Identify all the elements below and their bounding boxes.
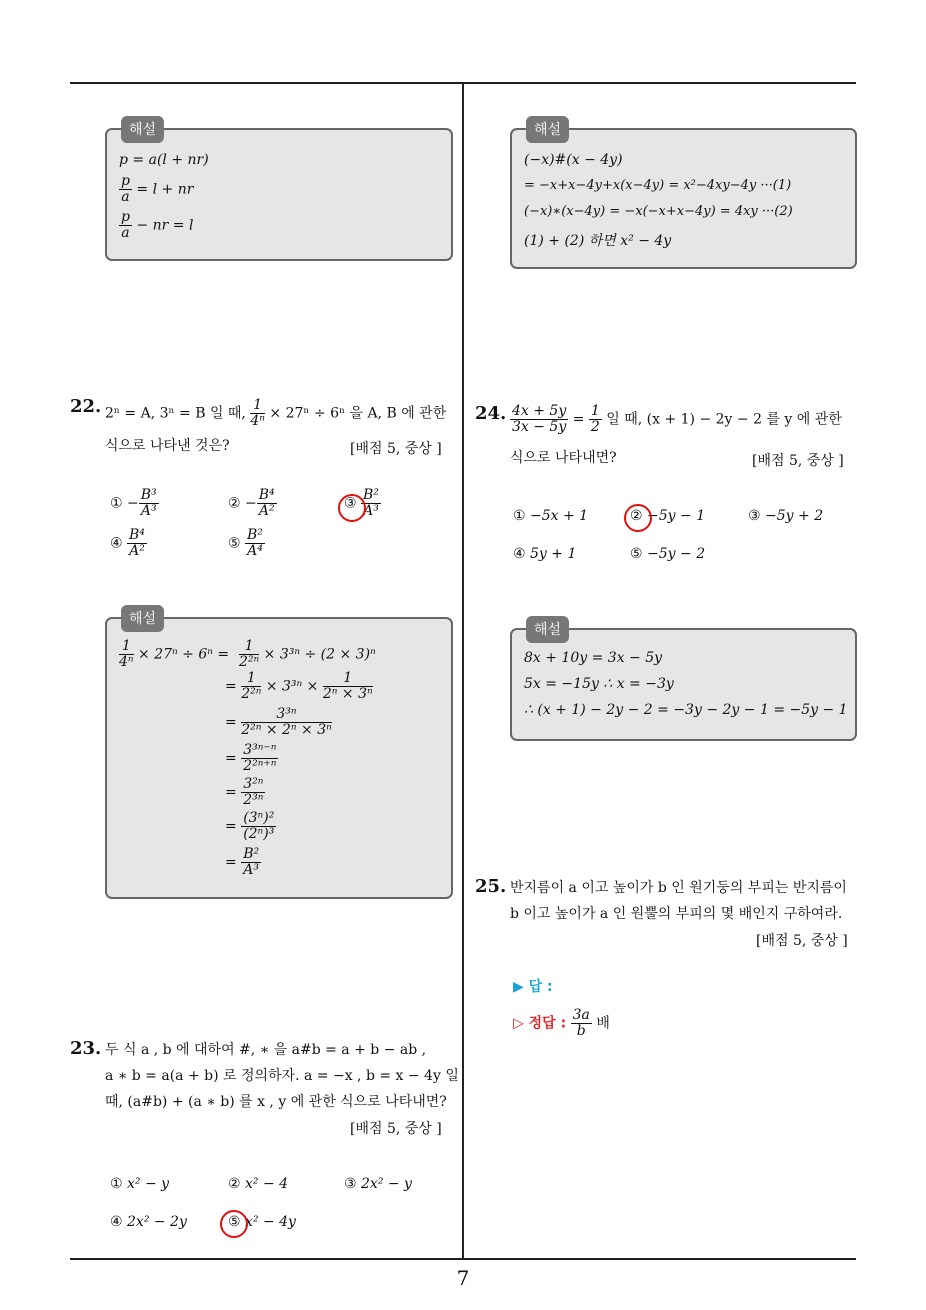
option-24-3[interactable]: ③ −5y + 2 [748,508,824,524]
solution-box-24 [510,622,857,741]
answer-mark-circle [624,504,652,532]
option-22-3[interactable]: ③ $\frac{\text{B²}}{\text{A³}}$ [344,487,379,519]
answer-mark-circle [220,1210,248,1238]
score-label: [배점 5, 중상 ] [756,933,848,949]
question-22-line1: 2ⁿ = A, 3ⁿ = B 일 때, $\frac{1}{\text{4ⁿ}}$ × 27ⁿ ÷ 6ⁿ 을 A, B 에 관한 [105,397,447,429]
column-divider [462,82,464,1260]
solution-row: = $\frac{\text{(3ⁿ)²}}{\text{(2ⁿ)³}}$ [225,810,275,842]
option-22-2[interactable]: ② − $\frac{\text{B⁴}}{\text{A²}}$ [228,487,275,519]
solution-box-21b [510,122,857,269]
correct-answer: ▷ 정답 : $\frac{3a}{b}$ 배 [513,1007,610,1039]
option-23-2[interactable]: ② x² − 4 [228,1176,289,1192]
question-24-line1: $\frac{4x + 5y}{3x - 5y}$ = $\frac{1}{2}$ 일 때, (x + 1) − 2y − 2 를 y 에 관한 [512,403,842,435]
solution-row: = $\frac{\text{3³ⁿ}}{\text{2²ⁿ × 2ⁿ × 3ⁿ}}$ [225,706,332,738]
page-number: 7 [456,1266,470,1290]
solution-line: 8x + 10y = 3x − 5y [524,650,663,666]
solution-line: (1) + (2) 하면 x² − 4y [524,233,672,249]
solution-row: = $\frac{\text{B²}}{\text{A³}}$ [225,846,260,878]
solution-head: $\frac{1}{\text{4ⁿ}}$ × 27ⁿ ÷ 6ⁿ = [119,638,230,670]
solution-line: (−x)∗(x−4y) = −x(−x+x−4y) = 4xy ···(2) [524,204,793,219]
solution-line: p = a(l + nr) [119,152,209,168]
question-25-line2: b 이고 높이가 a 인 원뿔의 부피의 몇 배인지 구하여라. [510,906,843,922]
solution-line: 5x = −15y ∴ x = −3y [524,676,674,692]
solution-tag: 해설 [121,605,164,632]
question-number-25: 25. [475,876,507,897]
solution-box-21 [105,122,453,261]
answer-mark-circle [338,494,366,522]
option-24-4[interactable]: ④ 5y + 1 [513,546,577,562]
solution-row: = $\frac{\text{3³ⁿ⁻ⁿ}}{\text{2²ⁿ⁺ⁿ}}$ [225,742,277,774]
option-22-1[interactable]: ① − $\frac{\text{B³}}{\text{A³}}$ [110,487,157,519]
solution-line: = −x+x−4y+x(x−4y) = x²−4xy−4y ···(1) [524,178,792,193]
question-23-line3: 때, (a#b) + (a ∗ b) 를 x , y 에 관한 식으로 나타내면? [105,1094,447,1110]
option-23-1[interactable]: ① x² − y [110,1176,170,1192]
score-label: [배점 5, 중상 ] [350,1121,442,1137]
question-23-line2: a ∗ b = a(a + b) 로 정의하자. a = −x , b = x − 4y 일 [105,1068,459,1084]
option-23-4[interactable]: ④ 2x² − 2y [110,1214,187,1230]
option-24-5[interactable]: ⑤ −5y − 2 [630,546,706,562]
solution-line: (−x)#(x − 4y) [524,152,623,168]
option-23-3[interactable]: ③ 2x² − y [344,1176,412,1192]
solution-tag: 해설 [121,116,164,143]
question-24-line2: 식으로 나타내면? [510,450,617,466]
question-25-line1: 반지름이 a 이고 높이가 b 인 원기둥의 부피는 반지름이 [510,880,847,896]
option-22-4[interactable]: ④ $\frac{\text{B⁴}}{\text{A²}}$ [110,527,145,559]
solution-box-22 [105,611,453,899]
solution-row: = $\frac{1}{\text{2²ⁿ}}$ × 3³ⁿ × $\frac{1}{\text{2ⁿ × 3ⁿ}}$ [225,670,373,702]
solution-line: $\frac{p}{a}$ = l + nr [121,173,194,205]
score-label: [배점 5, 중상 ] [752,453,844,469]
solution-tag: 해설 [526,116,569,143]
option-23-5[interactable]: ⑤ x² − 4y [228,1214,296,1230]
answer-label: ▶ 답 : [513,979,553,995]
question-22-line2: 식으로 나타낸 것은? [105,438,230,454]
score-label: [배점 5, 중상 ] [350,441,442,457]
question-number-24: 24. [475,403,507,424]
solution-row: $\frac{1}{\text{2²ⁿ}}$ × 3³ⁿ ÷ (2 × 3)ⁿ [239,638,376,670]
solution-line: ∴ (x + 1) − 2y − 2 = −3y − 2y − 1 = −5y − 1 [524,702,848,718]
solution-tag: 해설 [526,616,569,643]
question-number-22: 22. [70,396,102,417]
question-number-23: 23. [70,1038,102,1059]
bottom-rule [70,1258,856,1260]
question-23-line1: 두 식 a , b 에 대하여 #, ∗ 을 a#b = a + b − ab , [105,1042,427,1058]
option-24-1[interactable]: ① −5x + 1 [513,508,589,524]
option-22-5[interactable]: ⑤ $\frac{\text{B²}}{\text{A⁴}}$ [228,527,263,559]
solution-line: $\frac{p}{a}$ − nr = l [121,209,194,241]
solution-row: = $\frac{\text{3²ⁿ}}{\text{2³ⁿ}}$ [225,776,264,808]
option-24-2[interactable]: ② −5y − 1 [630,508,706,524]
